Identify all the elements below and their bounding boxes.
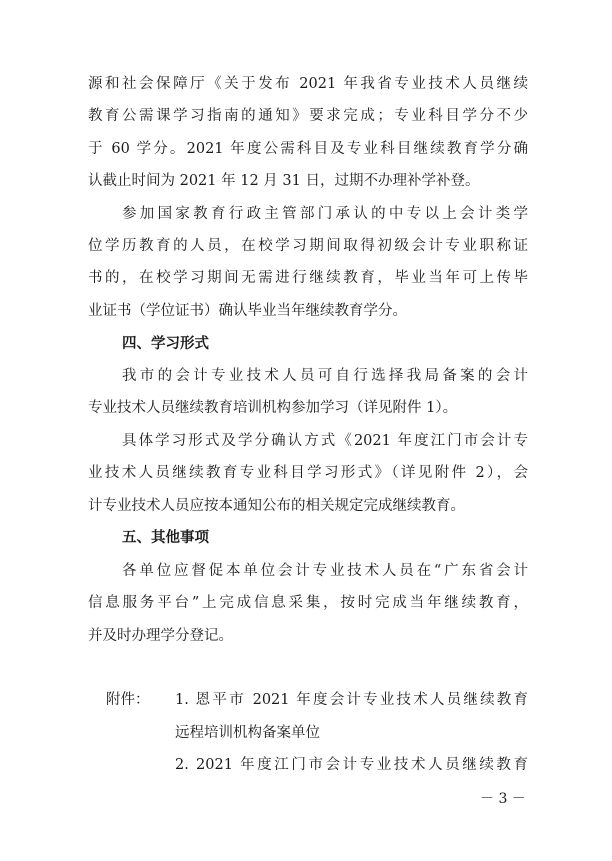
paragraph-line: 并及时办理学分登记。 [88, 628, 233, 644]
paragraph-line: 各单位应督促本单位会计专业技术人员在“广东省会计 [122, 563, 528, 579]
paragraph-line: 教育公需课学习指南的通知》要求完成；专业科目学分不少 [88, 108, 528, 124]
paragraph-line: 源和社会保障厅《关于发布 2021 年我省专业技术人员继续 [88, 76, 528, 92]
paragraph-line: 信息服务平台”上完成信息采集，按时完成当年继续教育， [88, 595, 528, 611]
paragraph-line: 认截止时间为 2021 年 12 月 31 日，过期不办理补学补登。 [88, 173, 480, 189]
attachment-item-2: 2. 2021 年度江门市会计专业技术人员继续教育 [175, 757, 528, 773]
attachment-item-1-continued: 远程培训机构备案单位 [175, 725, 320, 741]
section-heading-learning-form: 四、学习形式 [122, 336, 209, 352]
paragraph-line: 具体学习形式及学分确认方式《2021 年度江门市会计专 [122, 433, 528, 449]
paragraph-line: 于 60 学分。2021 年度公需科目及专业科目继续教育学分确 [88, 141, 528, 157]
paragraph-line: 参加国家教育行政主管部门承认的中专以上会计类学 [122, 206, 528, 222]
paragraph-line: 位学历教育的人员，在校学习期间取得初级会计专业职称证 [88, 238, 528, 254]
attachment-item-1: 1. 恩平市 2021 年度会计专业技术人员继续教育 [175, 692, 528, 708]
paragraph-line: 计专业技术人员应按本通知公布的相关规定完成继续教育。 [88, 498, 465, 514]
attachments-label: 附件： [106, 692, 150, 708]
section-heading-other-matters: 五、其他事项 [122, 530, 209, 546]
paragraph-line: 书的，在校学习期间无需进行继续教育，毕业当年可上传毕 [88, 270, 528, 286]
paragraph-line: 专业技术人员继续教育培训机构参加学习（详见附件 1）。 [88, 400, 458, 416]
paragraph-line: 业技术人员继续教育专业科目学习形式》（详见附件 2），会 [88, 465, 528, 481]
paragraph-line: 业证书（学位证书）确认毕业当年继续教育学分。 [88, 303, 407, 319]
page-number: － 3 － [480, 791, 526, 807]
paragraph-line: 我市的会计专业技术人员可自行选择我局备案的会计 [122, 368, 528, 384]
